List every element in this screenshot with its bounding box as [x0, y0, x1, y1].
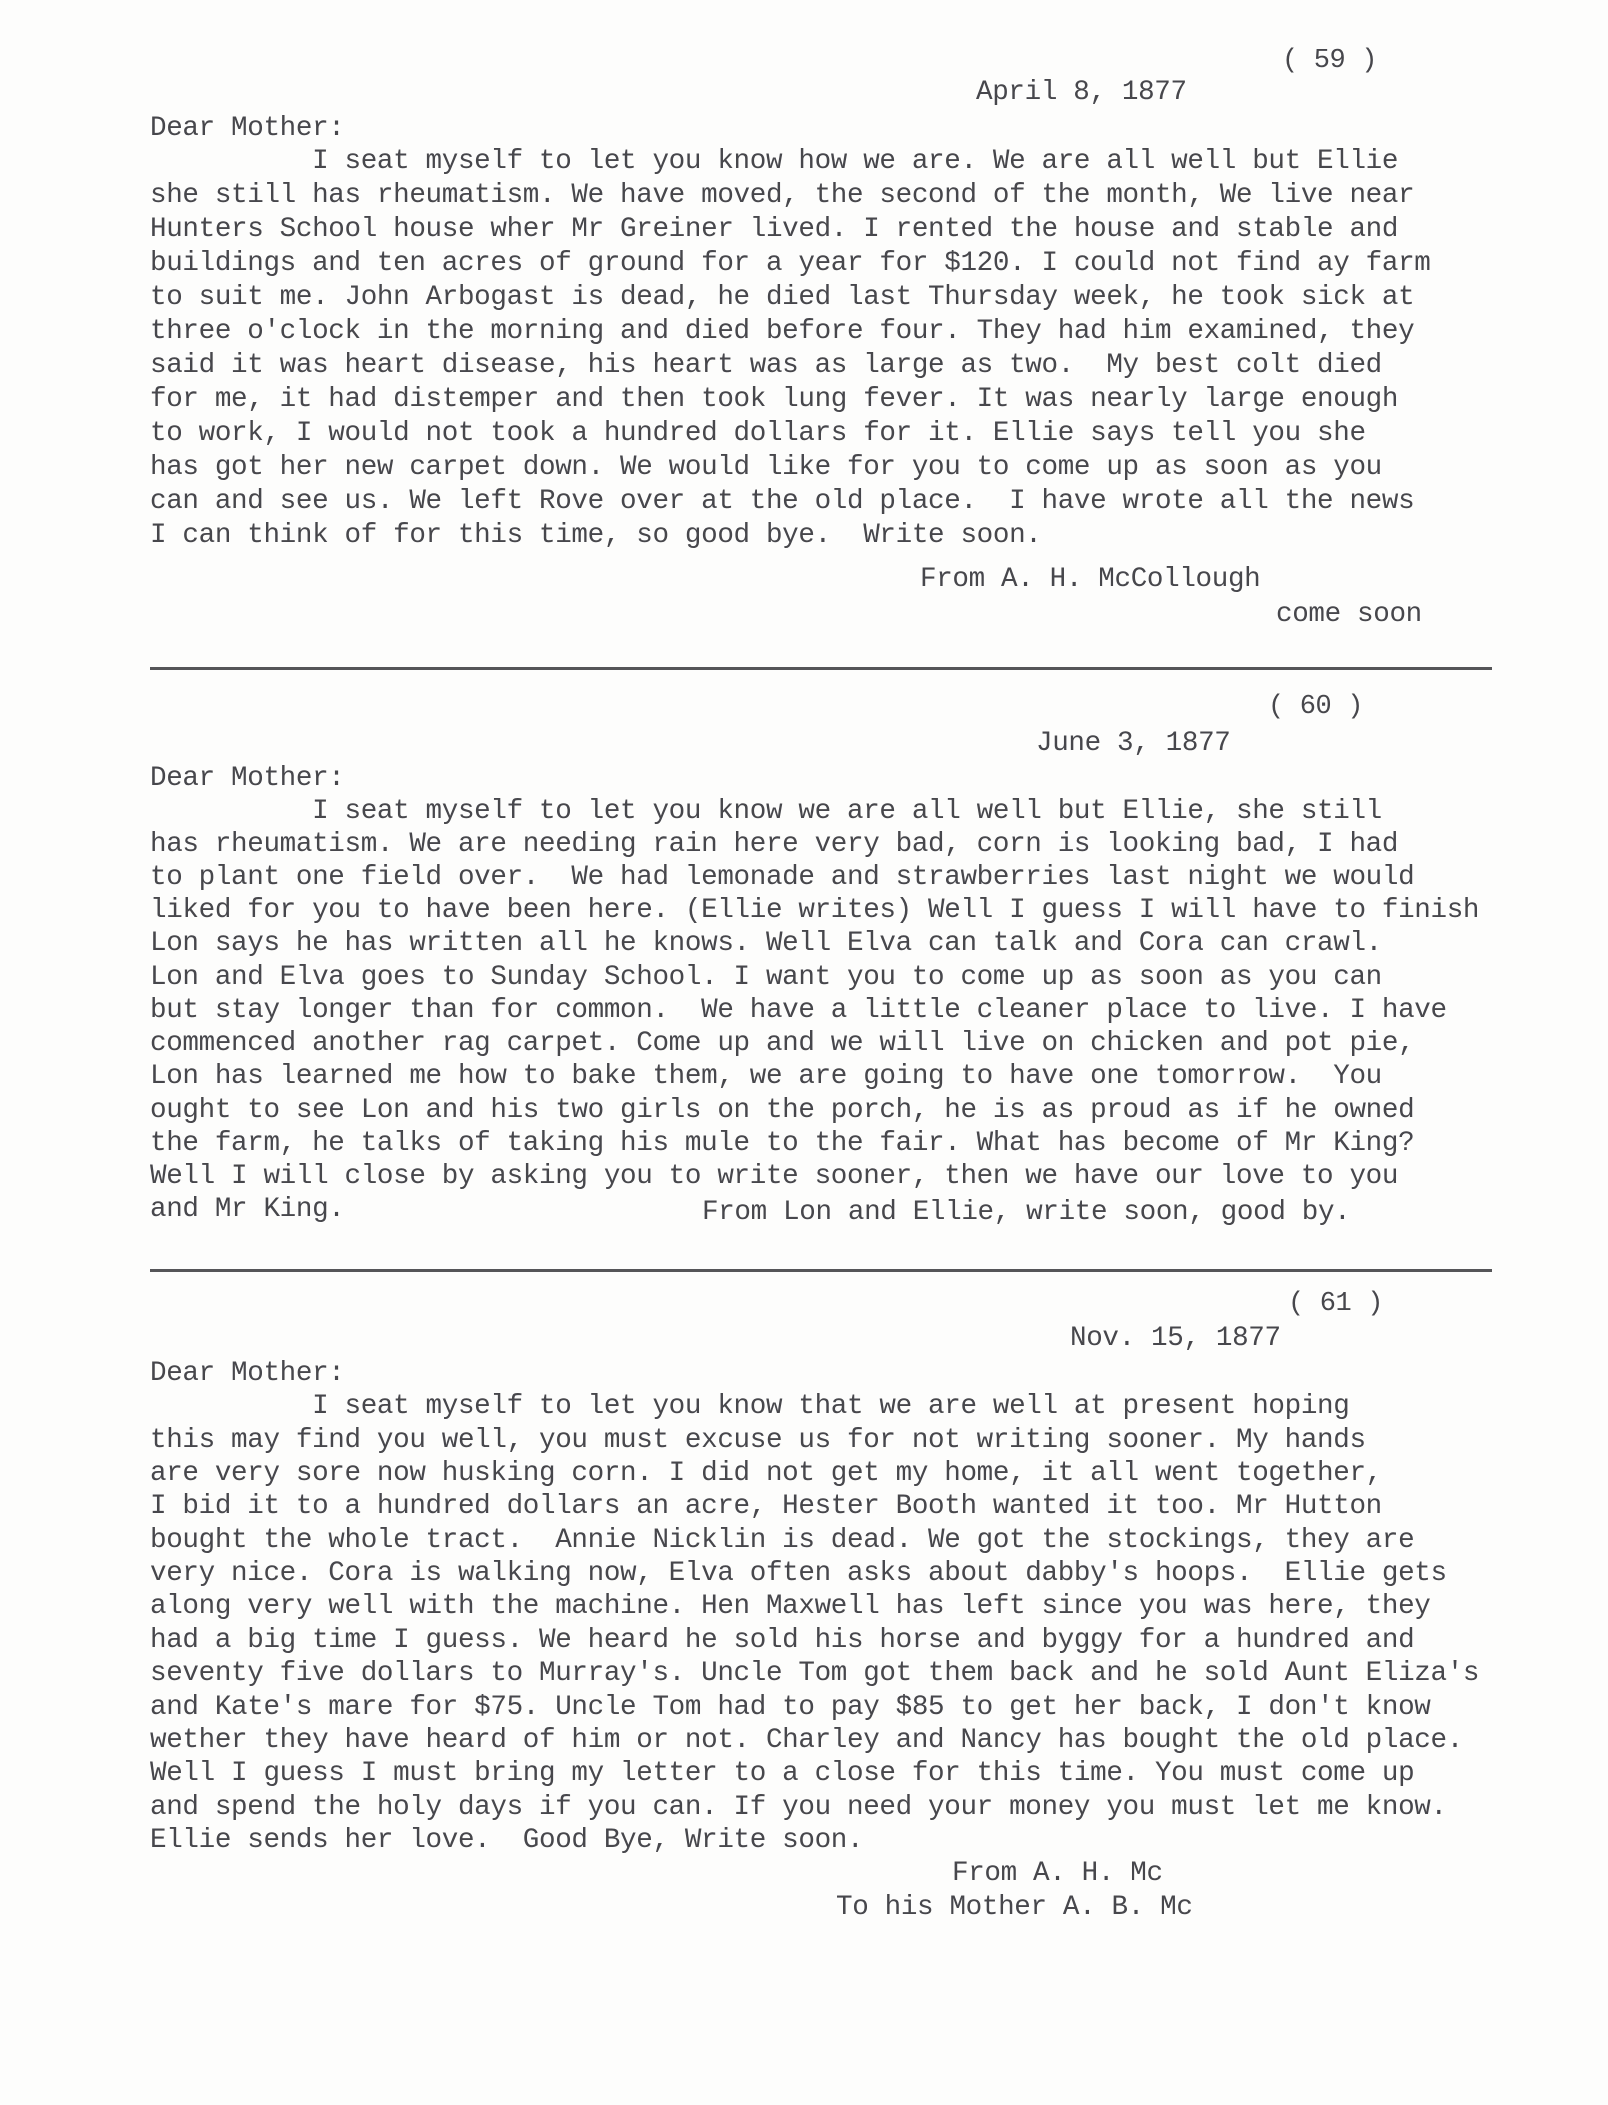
salutation: Dear Mother:: [150, 113, 345, 144]
body-line: commenced another rag carpet. Come up and we will live on chicken and pot pie,: [150, 1028, 1415, 1059]
body-line: buildings and ten acres of ground for a year for $120. I could not find ay farm: [150, 248, 1431, 279]
signature: From A. H. McCollough: [920, 564, 1261, 595]
body-line: Lon and Elva goes to Sunday School. I want you to come up as soon as you can: [150, 962, 1382, 993]
body-line: to work, I would not took a hundred dollars for it. Ellie says tell you she: [150, 418, 1366, 449]
letter-number: ( 61 ): [1288, 1289, 1384, 1319]
letter-number: ( 60 ): [1268, 692, 1364, 722]
body-line: are very sore now husking corn. I did not get my home, it all went together,: [150, 1458, 1382, 1489]
body-line: Well I will close by asking you to write sooner, then we have our love to you: [150, 1161, 1399, 1192]
body-line: has rheumatism. We are needing rain here very bad, corn is looking bad, I had: [150, 829, 1399, 860]
body-line: bought the whole tract. Annie Nicklin is dead. We got the stockings, they are: [150, 1525, 1415, 1556]
body-line: this may find you well, you must excuse us for not writing sooner. My hands: [150, 1425, 1366, 1456]
body-line: ought to see Lon and his two girls on the porch, he is as proud as if he owned: [150, 1095, 1415, 1126]
divider-rule: [150, 667, 1492, 670]
letter-date: June 3, 1877: [1036, 728, 1231, 759]
body-line: and Kate's mare for $75. Uncle Tom had to pay $85 to get her back, I don't know: [150, 1692, 1431, 1723]
body-line: very nice. Cora is walking now, Elva often asks about dabby's hoops. Ellie gets: [150, 1558, 1447, 1589]
signature: From A. H. Mc: [952, 1858, 1163, 1889]
body-line: and Mr King.: [150, 1194, 345, 1225]
body-line: Well I guess I must bring my letter to a close for this time. You must come up: [150, 1758, 1415, 1789]
body-line: three o'clock in the morning and died before four. They had him examined, they: [150, 316, 1415, 347]
body-line: Hunters School house wher Mr Greiner lived. I rented the house and stable and: [150, 214, 1399, 245]
body-line: liked for you to have been here. (Ellie writes) Well I guess I will have to finish: [150, 895, 1480, 926]
divider-rule: [150, 1269, 1492, 1272]
body-line: along very well with the machine. Hen Maxwell has left since you was here, they: [150, 1591, 1431, 1622]
body-line: for me, it had distemper and then took lung fever. It was nearly large enough: [150, 384, 1399, 415]
body-line: but stay longer than for common. We have a little cleaner place to live. I have: [150, 995, 1447, 1026]
body-line: can and see us. We left Rove over at the old place. I have wrote all the news: [150, 486, 1415, 517]
letter-date: April 8, 1877: [976, 77, 1187, 108]
body-line: I seat myself to let you know that we are well at present hoping: [150, 1391, 1350, 1422]
body-line: Ellie sends her love. Good Bye, Write soon.: [150, 1825, 864, 1856]
salutation: Dear Mother:: [150, 1358, 345, 1389]
body-line: I bid it to a hundred dollars an acre, Hester Booth wanted it too. Mr Hutton: [150, 1491, 1382, 1522]
body-line: she still has rheumatism. We have moved, the second of the month, We live near: [150, 180, 1415, 211]
body-line: wether they have heard of him or not. Charley and Nancy has bought the old place.: [150, 1725, 1463, 1756]
salutation: Dear Mother:: [150, 763, 345, 794]
postscript: come soon: [1276, 599, 1422, 630]
body-line: had a big time I guess. We heard he sold his horse and byggy for a hundred and: [150, 1625, 1415, 1656]
letter-date: Nov. 15, 1877: [1070, 1323, 1281, 1354]
body-line: to plant one field over. We had lemonade and strawberries last night we would: [150, 862, 1415, 893]
body-line: seventy five dollars to Murray's. Uncle Tom got them back and he sold Aunt Eliza's: [150, 1658, 1480, 1689]
body-line: I seat myself to let you know we are all well but Ellie, she still: [150, 796, 1382, 827]
body-line: I can think of for this time, so good bye. Write soon.: [150, 520, 1042, 551]
body-line: has got her new carpet down. We would like for you to come up as soon as you: [150, 452, 1382, 483]
body-line: Lon has learned me how to bake them, we are going to have one tomorrow. You: [150, 1061, 1382, 1092]
body-line: said it was heart disease, his heart was as large as two. My best colt died: [150, 350, 1382, 381]
addressee-line: To his Mother A. B. Mc: [836, 1892, 1193, 1923]
body-line: to suit me. John Arbogast is dead, he died last Thursday week, he took sick at: [150, 282, 1415, 313]
body-line: I seat myself to let you know how we are. We are all well but Ellie: [150, 146, 1399, 177]
signature: From Lon and Ellie, write soon, good by.: [702, 1197, 1351, 1228]
letter-number: ( 59 ): [1282, 46, 1378, 76]
body-line: the farm, he talks of taking his mule to the fair. What has become of Mr King?: [150, 1128, 1415, 1159]
body-line: and spend the holy days if you can. If you need your money you must let me know.: [150, 1792, 1447, 1823]
body-line: Lon says he has written all he knows. Well Elva can talk and Cora can crawl.: [150, 928, 1382, 959]
